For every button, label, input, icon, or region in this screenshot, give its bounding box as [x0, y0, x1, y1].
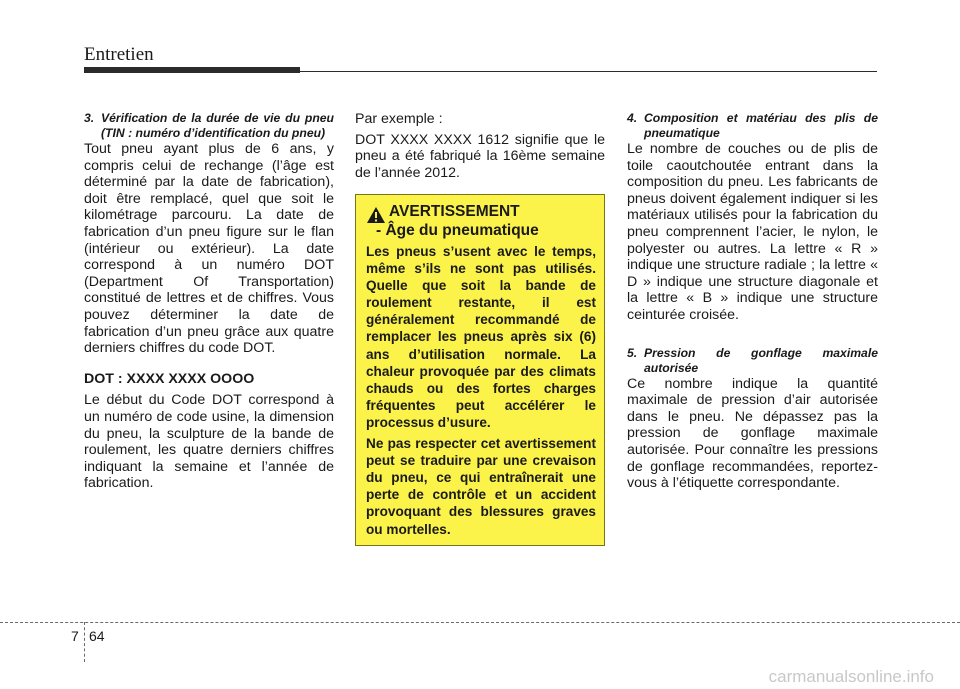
watermark: carmanualsonline.info — [768, 667, 934, 686]
max-pressure-paragraph: Ce nombre indique la quantité maximale de pression d’air autorisée dans le pneu. Ne dépassez pas la pression de gonflage maximale autorisée. Pour connaître les pressions de gonflage recommandées, reportez-vous à l’étiquette correspondante. — [627, 375, 878, 492]
warning-subtitle: - Âge du pneumatique — [376, 222, 539, 239]
column-left — [84, 111, 334, 492]
section-4-heading — [627, 111, 878, 141]
column-middle — [355, 111, 605, 181]
chapter-number: 7 — [71, 628, 79, 644]
page-header-title: Entretien — [84, 44, 154, 65]
footer-rule — [0, 622, 960, 623]
section-5-heading — [627, 346, 878, 376]
dot-explanation-paragraph: Le début du Code DOT correspond à un numéro de code usine, la dimension du pneu, la sculpture de la bande de roulement, les quatre derniers chiffres indiquant la semaine et l’année de fabrication. — [84, 392, 334, 492]
header-rule — [300, 71, 877, 72]
warning-body — [366, 243, 596, 538]
section-4-number: 4. — [627, 111, 638, 125]
section-3-heading — [84, 111, 334, 141]
section-5-number: 5. — [627, 345, 638, 360]
tin-paragraph: Tout pneu ayant plus de 6 ans, y compris celui de rechange (l’âge est déterminé par la date de fabrication), doit être remplacé, quel que soit le kilométrage parcouru. La date de fabrication d’un pneu figure sur le flan (intérieur ou extérieur). La date correspond à un numéro DOT (Department Of Transportation) constitué de lettres et de chiffres. Vous pouvez déterminer la date de fabrication d’un pneu grâce aux quatre derniers chiffres du code DOT. — [84, 141, 334, 357]
section-4-title: Composition et matériau des plis de pneumatique — [644, 111, 878, 140]
section-3-number: 3. — [84, 111, 95, 125]
warning-paragraph-1: Les pneus s’usent avec le temps, même s’ils ne sont pas utilisés. Quelle que soit la bande de roulement restante, il est généralement recommandé de remplacer les pneus après six (6) ans d’utilisation normale. La chaleur provoquée par des climats chauds ou des fortes charges fréquentes peut accélérer le processus d’usure. — [366, 244, 596, 430]
warning-box — [355, 194, 605, 546]
ply-composition-paragraph: Le nombre de couches ou de plis de toile caoutchoutée entrant dans la composition du pneu. Les fabricants de pneus doivent également indiquer si les matériaux utilisés pour la fabrication du pneu comprennent l’acier, le nylon, le polyester ou autres. La lettre « R » indique une structure radiale ; la lettre « D » indique une structure diagonale et la lettre « B » indique une structure ceinturée croisée. — [627, 141, 878, 323]
example-label: Par exemple : — [355, 111, 443, 127]
footer-divider — [84, 622, 85, 662]
section-5-title: Pression de gonflage maximale autorisée — [644, 345, 878, 375]
section-3-title: Vérification de la durée de vie du pneu (TIN : numéro d’identification du pneu) — [101, 111, 334, 140]
warning-paragraph-2: Ne pas respecter cet avertissement peut se traduire par une crevaison du pneu, ce qui entraînerait une perte de contrôle et un accident provoquant des blessures graves ou mortelles. — [366, 436, 596, 537]
dot-code-line: DOT : XXXX XXXX OOOO — [84, 370, 255, 387]
warning-header — [366, 203, 596, 243]
column-right — [627, 111, 878, 492]
example-text: DOT XXXX XXXX 1612 signifie que le pneu a été fabriqué la 16ème semaine de l’année 2012. — [355, 131, 605, 181]
warning-title: AVERTISSEMENT — [389, 203, 520, 220]
header-bar — [84, 67, 300, 73]
page-number: 64 — [89, 628, 105, 644]
